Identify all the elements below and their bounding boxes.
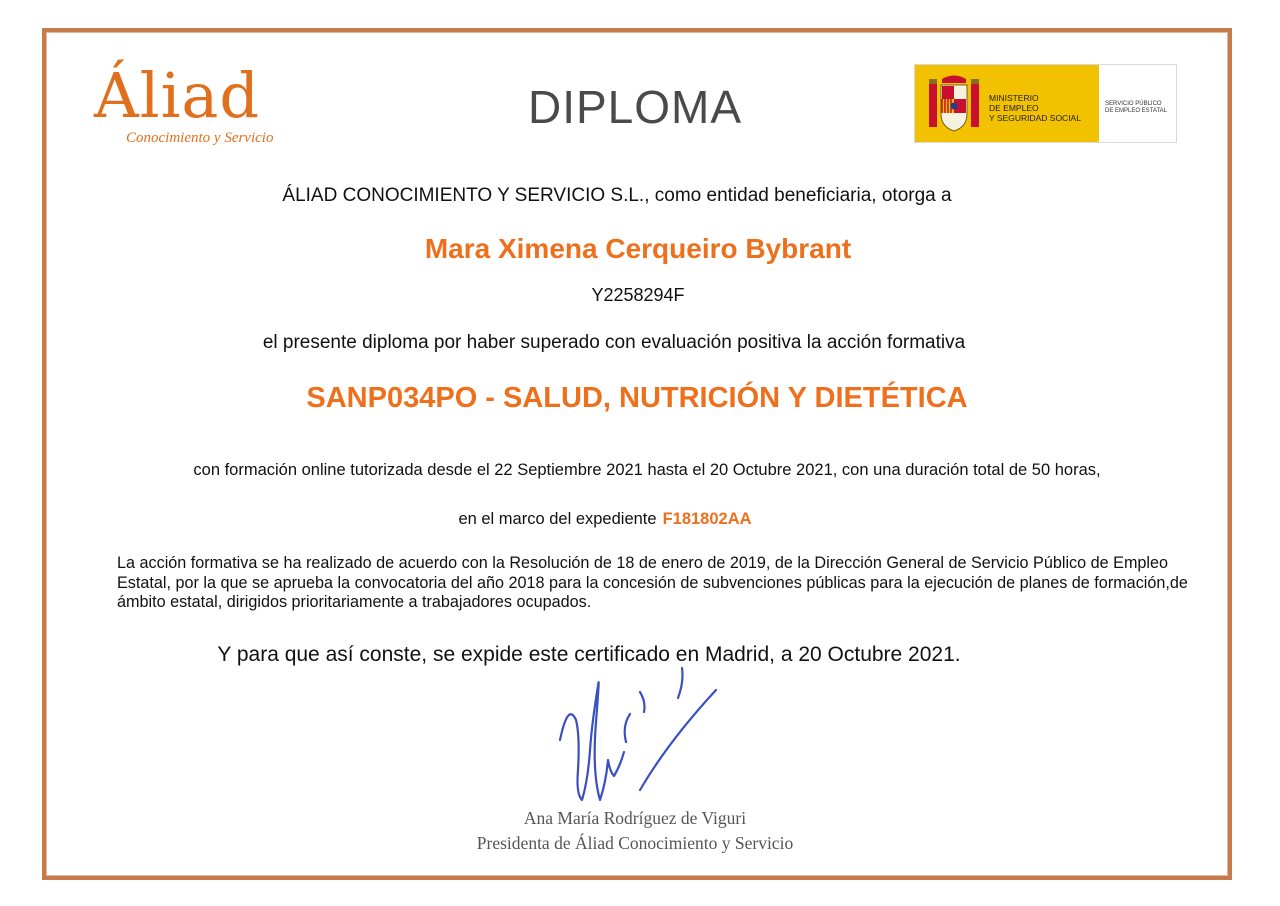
training-period-text: con formación online tutorizada desde el 22 Septiembre 2021 hasta el 20 Octubre 2021, con una duración total de 50 horas,	[193, 461, 1101, 479]
closing-text: Y para que así conste, se expide este certificado en Madrid, a 20 Octubre 2021.	[217, 643, 961, 666]
recipient-id: Y2258294F	[591, 285, 685, 305]
dossier-code: F181802AA	[662, 510, 752, 528]
signer-name: Ana María Rodríguez de Viguri	[523, 808, 747, 828]
dossier-line	[0, 510, 1210, 529]
diploma-title: DIPLOMA	[527, 81, 743, 133]
sepe-name: SERVICIO PÚBLICO DE EMPLEO ESTATAL	[1105, 101, 1168, 114]
logo-tagline: Conocimiento y Servicio	[126, 130, 274, 146]
ministry-name: MINISTERIO DE EMPLEO Y SEGURIDAD SOCIAL	[989, 93, 1081, 123]
legal-resolution-text: La acción formativa se ha realizado de acuerdo con la Resolución de 18 de enero de 2019, de la Dirección General de Servicio Público de Empleo Estatal, por la que se aprueba la convocatoria del año 2018 para la concesión de subvenciones públicas para la ejecución de planes de formación,de ámbito estatal, dirigidos prioritariamente a trabajadores ocupados.	[117, 554, 1188, 611]
handwritten-signature	[548, 662, 738, 812]
recipient-name: Mara Ximena Cerqueiro Bybrant	[424, 233, 852, 264]
ministry-badge	[914, 64, 1177, 143]
ministry-yellow-panel	[915, 65, 1099, 142]
signer-role: Presidenta de Áliad Conocimiento y Servicio	[476, 833, 794, 853]
course-title: SANP034PO - SALUD, NUTRICIÓN Y DIETÉTICA	[306, 382, 968, 414]
grantor-text: ÁLIAD CONOCIMIENTO Y SERVICIO S.L., como entidad beneficiaria, otorga a	[282, 185, 952, 206]
reason-text: el presente diploma por haber superado con evaluación positiva la acción formativa	[262, 332, 966, 353]
coat-of-arms-icon	[927, 73, 981, 135]
dossier-label: en el marco del expediente	[458, 510, 657, 528]
logo-wordmark: Áliad	[94, 59, 261, 132]
aliad-logo	[88, 56, 308, 156]
